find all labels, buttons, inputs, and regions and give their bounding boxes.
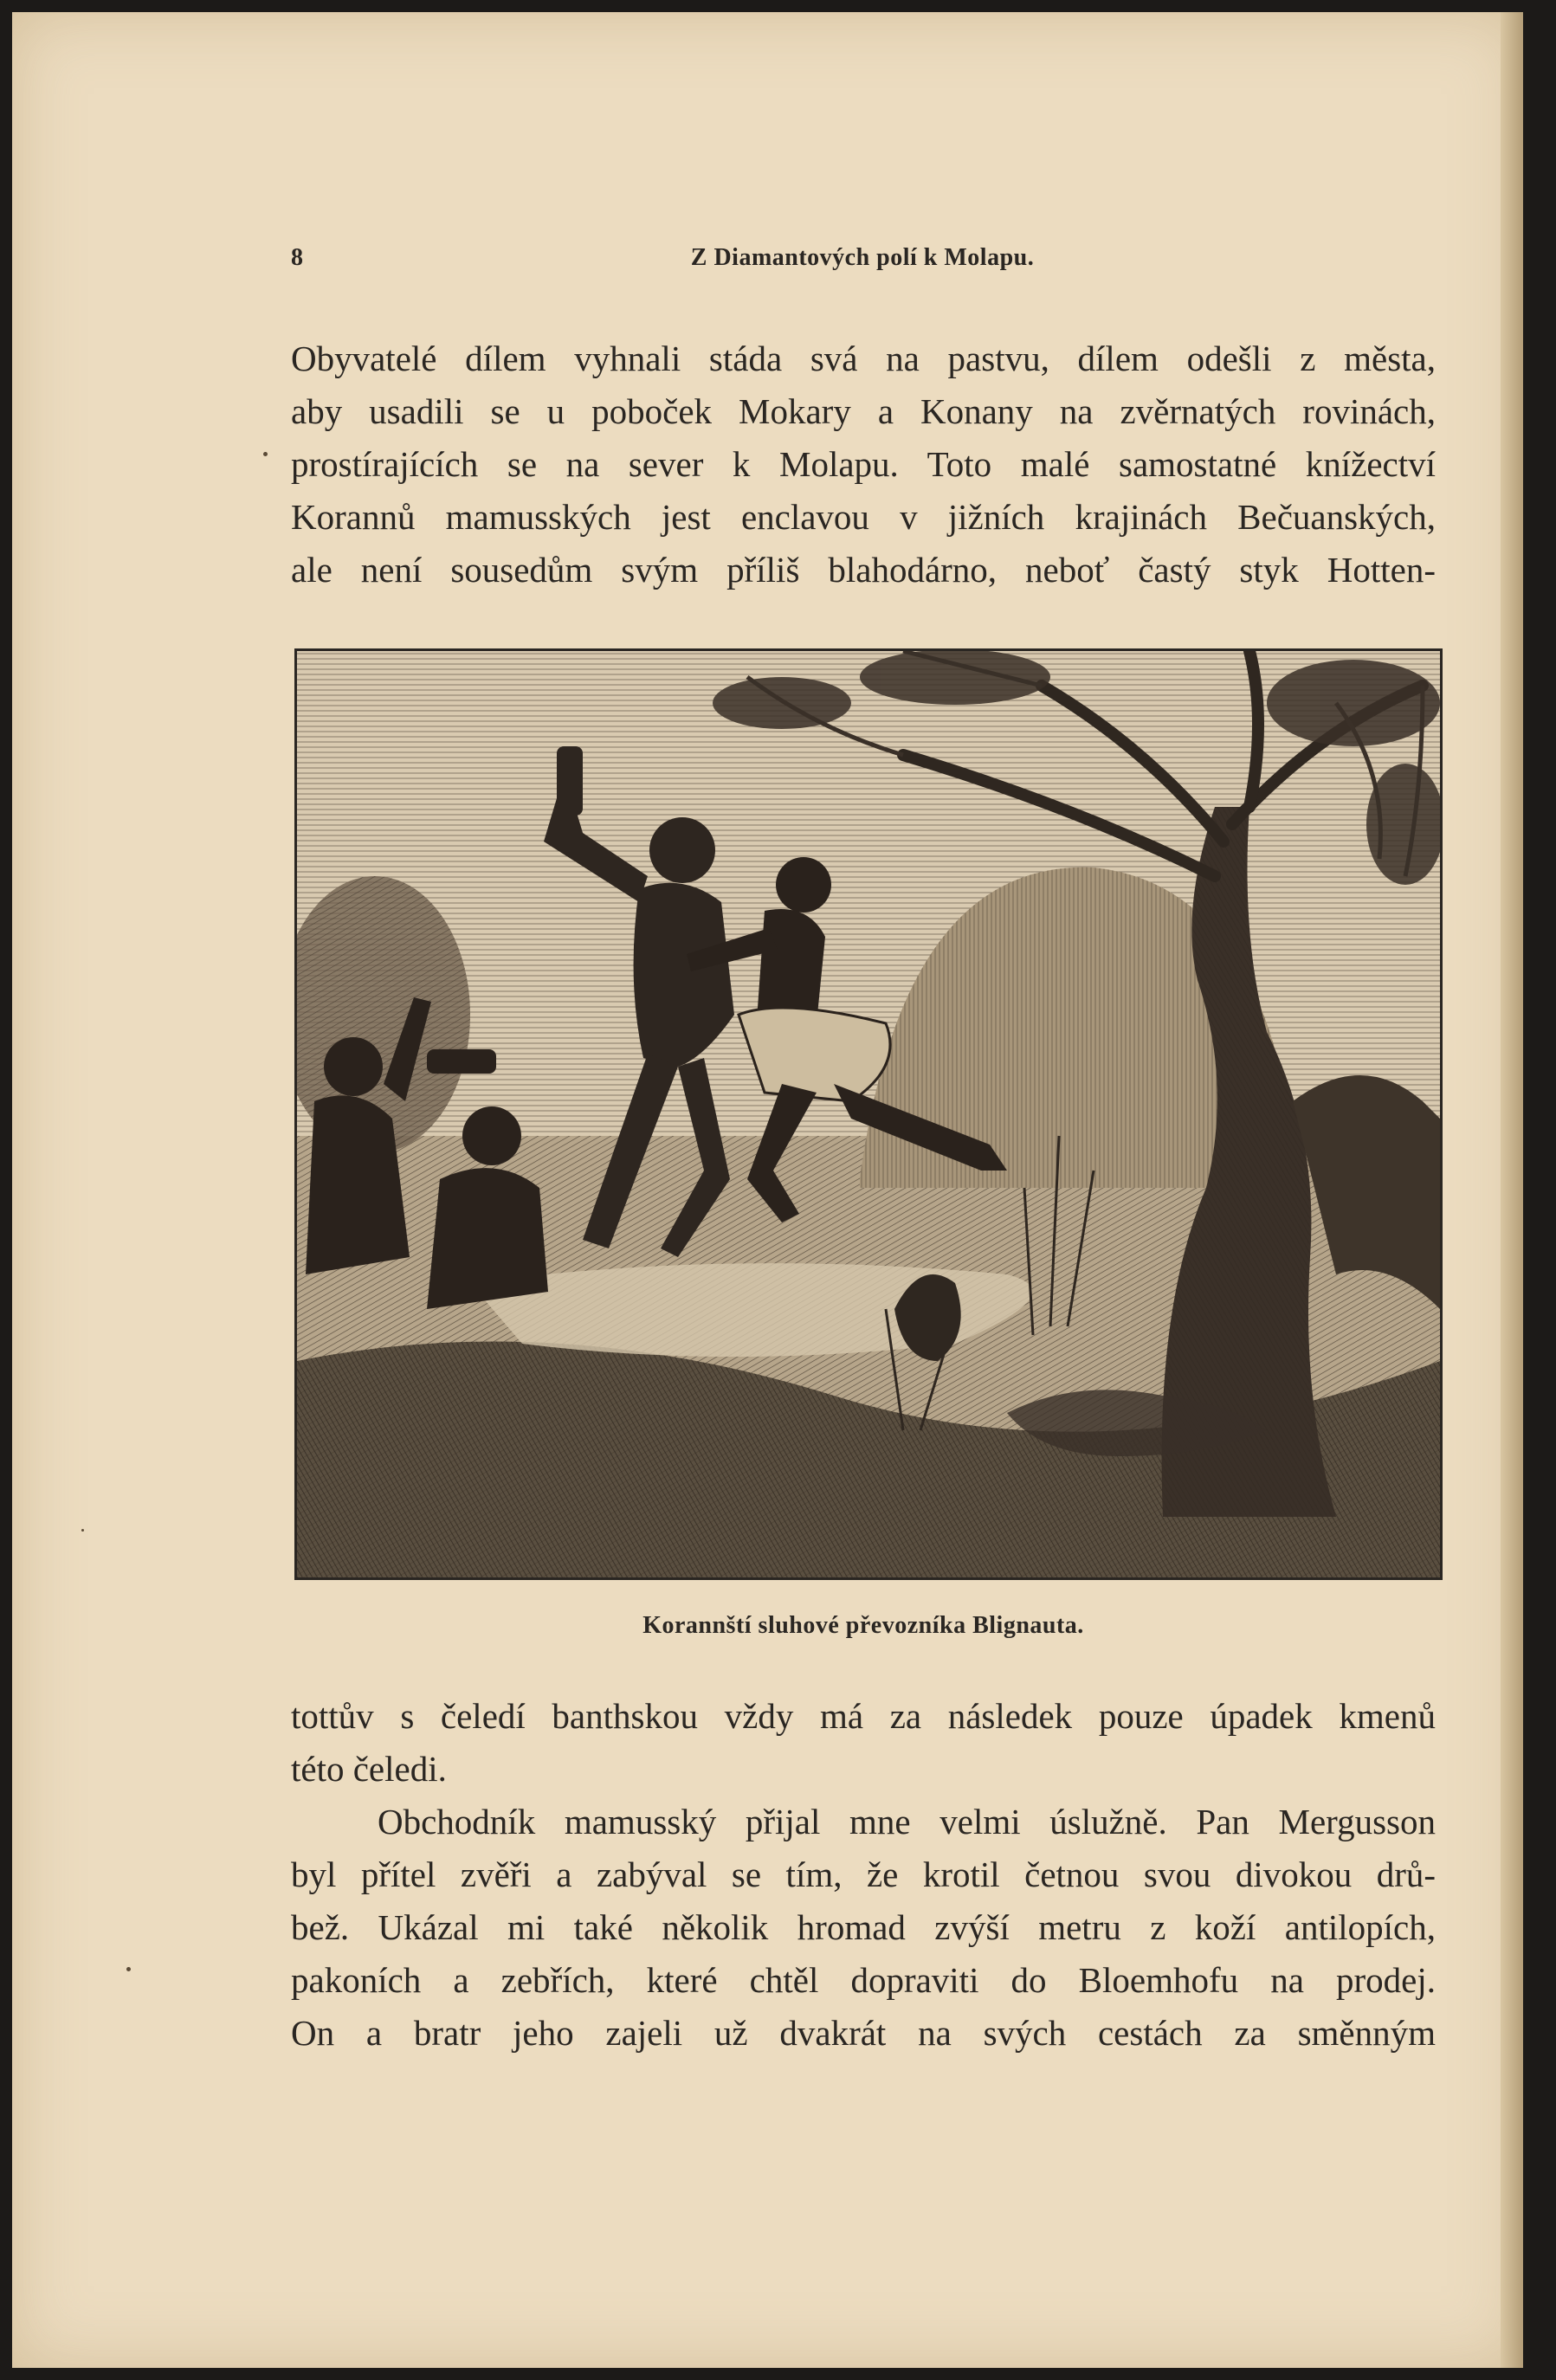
engraving-illustration	[294, 648, 1443, 1580]
paper-speck	[126, 1967, 131, 1971]
text-line: bež. Ukázal mi také několik hromad zvýší metru z koží antilopích,	[291, 1907, 1436, 1947]
text-line: tottův s čeledí banthskou vždy má za následek pouze úpadek kmenů	[291, 1696, 1436, 1736]
text-line: byl přítel zvěři a zabýval se tím, že krotil četnou svou divokou drů-	[291, 1854, 1436, 1894]
text-line: prostírajících se na sever k Molapu. Toto malé samostatné knížectví	[291, 444, 1436, 484]
text-line: Obchodník mamusský přijal mne velmi úslužně. Pan Mergusson	[378, 1802, 1436, 1841]
paper-speck	[81, 1529, 84, 1532]
top-paragraph	[291, 332, 1436, 597]
book-page	[12, 12, 1523, 2368]
text-line: Obyvatelé dílem vyhnali stáda svá na pastvu, dílem odešli z města,	[291, 339, 1436, 378]
text-line: aby usadili se u poboček Mokary a Konany na zvěrnatých rovinách,	[291, 391, 1436, 431]
text-line: ale není sousedům svým příliš blahodárno, neboť častý styk Hotten-	[291, 550, 1436, 590]
bottom-text	[291, 1690, 1436, 2060]
paper-speck	[263, 452, 268, 456]
engraving-drawing	[297, 651, 1440, 1577]
running-title: Z Diamantových polí k Molapu.	[690, 244, 1035, 271]
page-edge	[1501, 12, 1523, 2368]
text-line: Korannů mamusských jest enclavou v jižních krajinách Bečuanských,	[291, 497, 1436, 537]
text-line: On a bratr jeho zajeli už dvakrát na svých cestách za směnným	[291, 2013, 1436, 2053]
text-line: pakoních a zebřích, které chtěl dopraviti do Bloemhofu na prodej.	[291, 1960, 1436, 2000]
page-header	[291, 244, 1434, 279]
page-number: 8	[291, 244, 303, 271]
text-line: této čeledi.	[291, 1749, 447, 1789]
illustration-caption: Korannští sluhové převozníka Blignauta.	[642, 1612, 1084, 1639]
